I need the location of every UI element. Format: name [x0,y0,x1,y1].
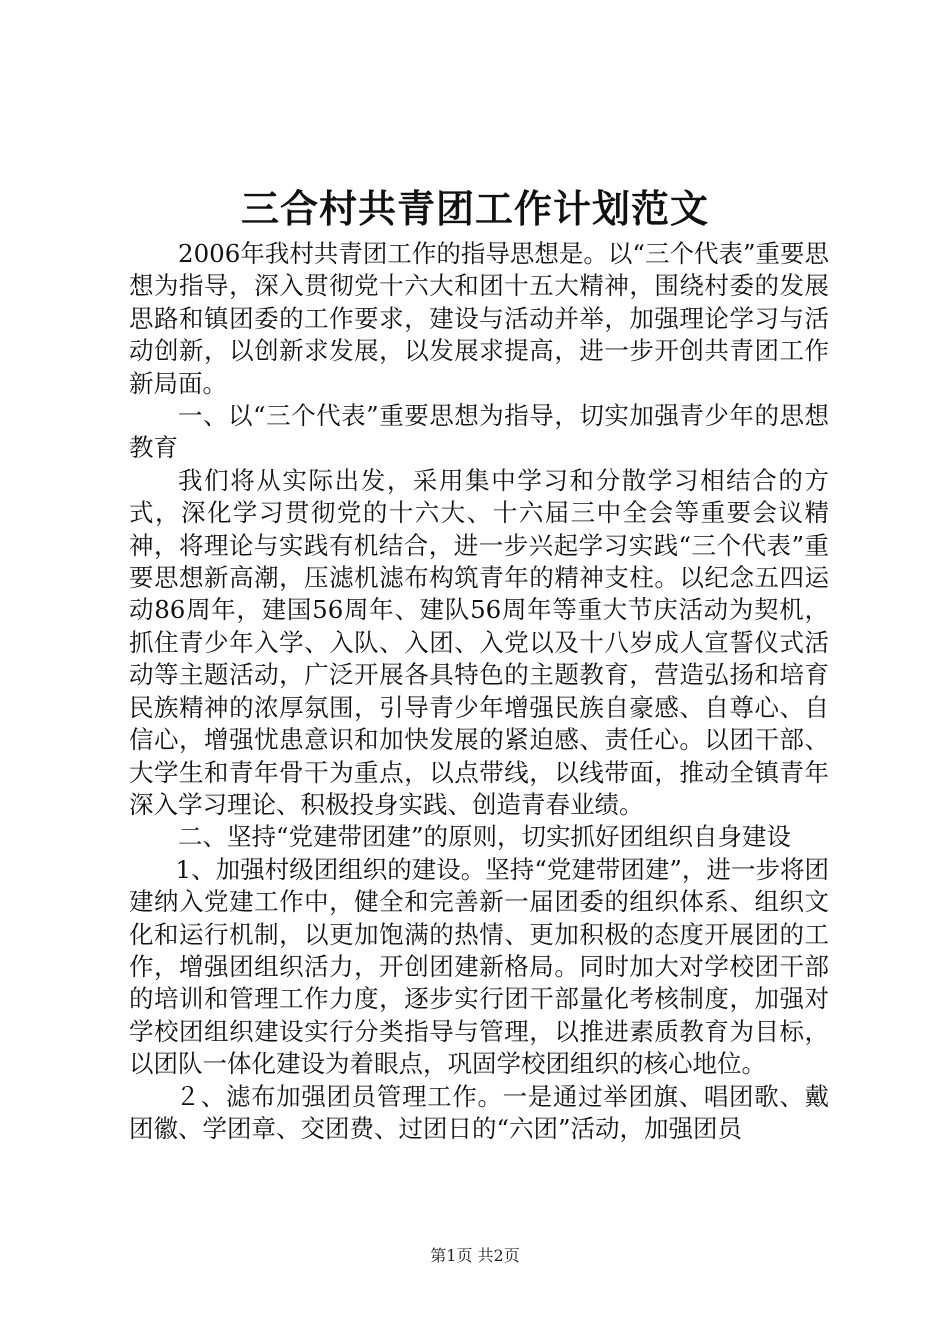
paragraph-section-one: 我们将从实际出发，采用集中学习和分散学习相结合的方式，深化学习贯彻党的十六大、十六届三中全会等重要会议精神，将理论与实践有机结合，进一步兴起学习实践“三个代表”重要思想新高潮，压滤机滤布构筑青年的精神支柱。以纪念五四运动86周年，建国56周年、建队56周年等重大节庆活动为契机，抓住青少年入学、入队、入团、入党以及十八岁成人宣誓仪式活动等主题活动，广泛开展各具特色的主题教育，营造弘扬和培育民族精神的浓厚氛围，引导青少年增强民族自豪感、自尊心、自信心，增强忧患意识和加快发展的紧迫感、责任心。以团干部、大学生和青年骨干为重点，以点带线，以线带面，推动全镇青年深入学习理论、积极投身实践、创造青春业绩。 [129,465,829,819]
paragraph-item-one: 1、加强村级团组织的建设。坚持“党建带团建”，进一步将团建纳入党建工作中，健全和完善新一届团委的组织体系、组织文化和运行机制，以更加饱满的热情、更加积极的态度开展团的工作，增强团组织活力，开创团建新格局。同时加大对学校团干部的培训和管理工作力度，逐步实行团干部量化考核制度，加强对学校团组织建设实行分类指导与管理，以推进素质教育为目标，以团队一体化建设为着眼点，巩固学校团组织的核心地位。 [129,854,829,1079]
document-body [129,238,829,1145]
document-title: 三合村共青团工作计划范文 [240,186,709,231]
section-heading-one: 一、以“三个代表”重要思想为指导，切实加强青少年的思想教育 [129,401,829,463]
section-heading-two: 二、坚持“党建带团建”的原则，切实抓好团组织自身建设 [178,822,792,852]
page-number-footer: 第1页 共2页 [430,1246,520,1265]
paragraph-guiding-ideology: 2006年我村共青团工作的指导思想是。以“三个代表”重要思想为指导，深入贯彻党十六大和团十五大精神，围绕村委的发展思路和镇团委的工作要求，建设与活动并举，加强理论学习与活动创新，以创新求发展，以发展求提高，进一步开创共青团工作新局面。 [129,239,829,398]
paragraph-item-two: ２、滤布加强团员管理工作。一是通过举团旗、唱团歌、戴团徽、学团章、交团费、过团日的“六团”活动，加强团员 [129,1081,829,1143]
